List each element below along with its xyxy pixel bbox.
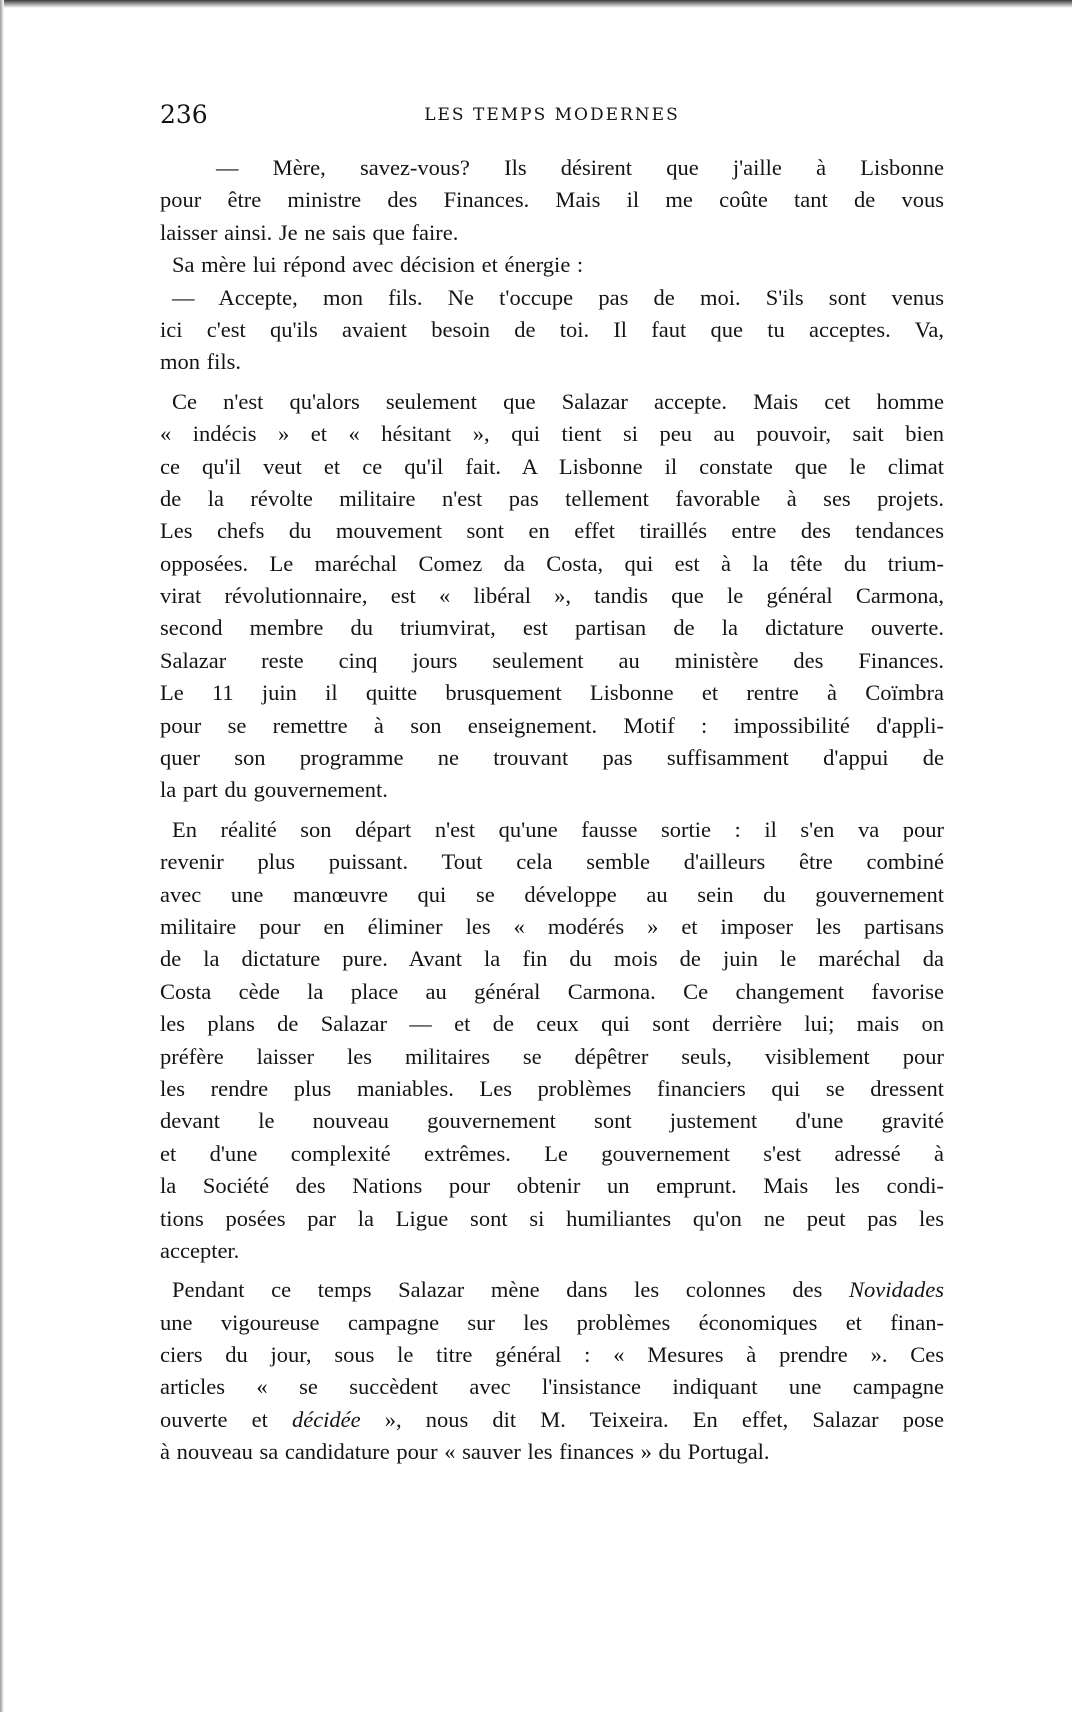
text-segment: Pendant ce temps Salazar mène dans les colonnes des	[172, 1277, 823, 1303]
scan-top-edge	[0, 0, 1072, 8]
text-line: à nouveau sa candidature pour « sauver les finances » du Portugal.	[160, 1439, 770, 1465]
text-line: les plans de Salazar — et de ceux qui sont derrière lui; mais on	[160, 1011, 944, 1037]
text-line: une vigoureuse campagne sur les problèmes économiques et finan-	[160, 1309, 944, 1335]
text-line: préfère laisser les militaires se dépêtrer seuls, visiblement pour	[160, 1043, 944, 1069]
text-segment: ouverte et	[160, 1406, 268, 1432]
text-line: devant le nouveau gouvernement sont justement d'une gravité	[160, 1108, 944, 1134]
text-line: virat révolutionnaire, est « libéral », tandis que le général Carmona,	[160, 583, 944, 609]
text-line: ce qu'il veut et ce qu'il fait. A Lisbonne il constate que le climat	[160, 453, 944, 479]
text-line: Salazar reste cinq jours seulement au ministère des Finances.	[160, 647, 944, 673]
text-line: revenir plus puissant. Tout cela semble d'ailleurs être combiné	[160, 849, 944, 875]
text-line	[160, 1274, 944, 1306]
body-text	[160, 152, 944, 1469]
text-line: — Accepte, mon fils. Ne t'occupe pas de moi. S'ils sont venus	[172, 284, 944, 310]
text-line: avec une manœuvre qui se développe au sein du gouvernement	[160, 881, 944, 907]
text-line: ici c'est qu'ils avaient besoin de toi. Il faut que tu acceptes. Va,	[160, 316, 944, 342]
text-line	[160, 1404, 944, 1436]
text-line: laisser ainsi. Je ne sais que faire.	[160, 219, 459, 245]
page-header	[160, 100, 944, 134]
text-line: les rendre plus maniables. Les problèmes financiers qui se dressent	[160, 1075, 944, 1101]
italic-word: décidée	[291, 1406, 361, 1432]
text-line: mon fils.	[160, 349, 242, 375]
italic-title: Novidades	[849, 1277, 945, 1303]
page-number: 236	[160, 100, 208, 129]
text-line: pour être ministre des Finances. Mais il me coûte tant de vous	[160, 187, 944, 213]
text-line: articles « se succèdent avec l'insistance indiquant une campagne	[160, 1374, 944, 1400]
text-line: opposées. Le maréchal Comez da Costa, qui est à la tête du trium-	[160, 550, 944, 576]
scan-left-edge	[0, 0, 4, 1712]
text-line: et d'une complexité extrêmes. Le gouvernement s'est adressé à	[160, 1140, 944, 1166]
text-line: En réalité son départ n'est qu'une fausse sortie : il s'en va pour	[172, 816, 944, 842]
text-line: Sa mère lui répond avec décision et énergie :	[172, 252, 584, 278]
text-line: Costa cède la place au général Carmona. Ce changement favorise	[160, 978, 944, 1004]
text-segment: », nous dit M. Teixeira. En effet, Salazar pose	[384, 1406, 944, 1432]
text-line: — Mère, savez-vous? Ils désirent que j'aille à Lisbonne	[216, 155, 944, 180]
text-line: second membre du triumvirat, est partisan de la dictature ouverte.	[160, 615, 944, 641]
text-line: militaire pour en éliminer les « modérés » et imposer les partisans	[160, 913, 944, 939]
text-line: Les chefs du mouvement sont en effet tiraillés entre des tendances	[160, 518, 944, 544]
text-line: Ce n'est qu'alors seulement que Salazar accepte. Mais cet homme	[172, 388, 944, 414]
text-line: quer son programme ne trouvant pas suffisamment d'appui de	[160, 745, 944, 771]
text-line: pour se remettre à son enseignement. Motif : impossibilité d'appli-	[160, 712, 944, 738]
text-line: tions posées par la Ligue sont si humiliantes qu'on ne peut pas les	[160, 1205, 944, 1231]
text-line: Le 11 juin il quitte brusquement Lisbonne et rentre à Coïmbra	[160, 680, 944, 706]
text-line: de la révolte militaire n'est pas tellement favorable à ses projets.	[160, 485, 944, 511]
text-line: accepter.	[160, 1237, 240, 1263]
text-line: la part du gouvernement.	[160, 777, 388, 803]
text-line: ciers du jour, sous le titre général : « Mesures à prendre ». Ces	[160, 1342, 944, 1368]
text-line: de la dictature pure. Avant la fin du mois de juin le maréchal da	[160, 946, 944, 972]
text-line: « indécis » et « hésitant », qui tient si peu au pouvoir, sait bien	[160, 421, 944, 447]
running-title: LES TEMPS MODERNES	[424, 105, 680, 125]
text-line: la Société des Nations pour obtenir un emprunt. Mais les condi-	[160, 1173, 944, 1199]
